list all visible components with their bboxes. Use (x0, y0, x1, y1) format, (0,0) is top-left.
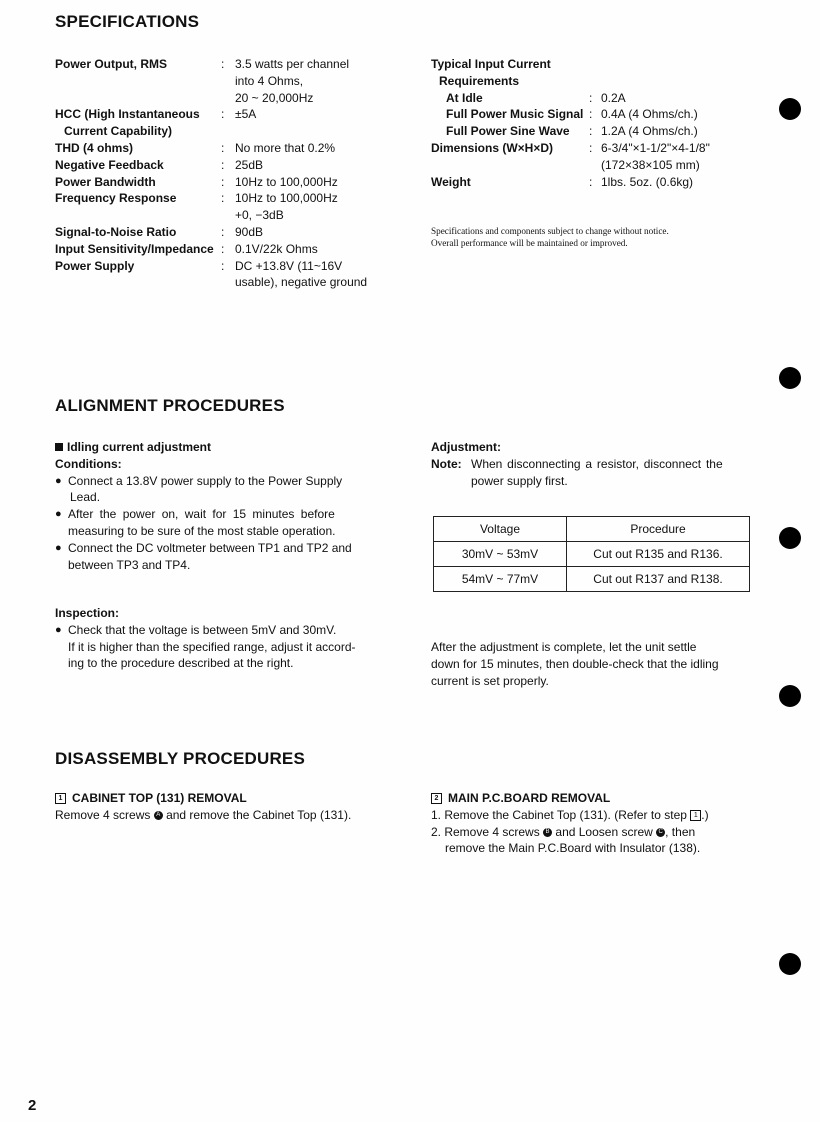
spec-value: DC +13.8V (11~16V (235, 258, 343, 273)
spec-value: ±5A (235, 107, 257, 122)
condition-line: ● After the power on, wait for 15 minutes before (68, 507, 335, 522)
table-cell: Cut out R137 and R138. (567, 567, 750, 592)
spec-value: 10Hz to 100,000Hz (235, 191, 338, 206)
spec-label: Dimensions (W×H×D) (431, 140, 554, 155)
step2-text: 2. Remove 4 screws (431, 824, 540, 839)
disassembly-title: DISASSEMBLY PROCEDURES (55, 749, 306, 768)
table-cell: 30mV ~ 53mV (434, 542, 567, 567)
spec-label: THD (4 ohms) (55, 140, 133, 155)
step2-title: MAIN P.C.BOARD REMOVAL (448, 791, 611, 805)
spec-value: 10Hz to 100,000Hz (235, 174, 338, 189)
note-label: Note: (431, 456, 462, 471)
specifications-title: SPECIFICATIONS (55, 12, 200, 31)
spec-label: Negative Feedback (55, 157, 164, 172)
table-header-row (434, 517, 750, 542)
spec-left-column: Power Output, RMS : 3.5 watts per channel into 4 Ohms, 20 ~ 20,000Hz HCC (High Instantaneous : ±5A Current Capability) THD (4 ohms) : No more that 0.2% Negative Feedback : 25dB Power Bandwidth : 10Hz to 100,000Hz Frequency Response : 10Hz to 100,000Hz +0, −3dB Signal-to-Noise Ratio : 90dB Input Sensitivity/Impedance : 0.1V/22k Ohms Power Supply : DC +13.8V (11~16V usable), negative ground (55, 57, 368, 290)
table-row (434, 567, 750, 592)
step-ref-box: 1 (690, 810, 701, 821)
punch-hole (779, 685, 801, 707)
spec-value: into 4 Ohms, (235, 73, 304, 88)
spec-label: Typical Input Current (431, 57, 551, 71)
punch-hole (779, 98, 801, 120)
step2-text: remove the Main P.C.Board with Insulator (138). (445, 841, 701, 856)
step2-text: , then (665, 824, 696, 839)
step1-title: CABINET TOP (131) REMOVAL (72, 791, 247, 805)
spec-label: Full Power Music Signal (446, 107, 584, 122)
punch-hole (779, 953, 801, 975)
screw-c-icon: C (656, 828, 665, 837)
note-line: power supply first. (471, 473, 568, 488)
inspection-item (55, 622, 377, 672)
condition-item (55, 540, 377, 574)
step-number-box: 2 (431, 793, 442, 804)
spec-label: HCC (High Instantaneous (55, 107, 200, 122)
spec-value: No more that 0.2% (235, 140, 336, 155)
step1-text: and remove the Cabinet Top (131). (166, 807, 352, 822)
step-number-box: 1 (55, 793, 66, 804)
note-line: When disconnecting a resistor, disconnect the (471, 456, 723, 471)
square-bullet-icon (55, 443, 63, 451)
step1-section (55, 790, 385, 824)
spec-value: 25dB (235, 157, 264, 172)
inspection-line: ● Check that the voltage is between 5mV and 30mV. (68, 622, 337, 637)
spec-label: Signal-to-Noise Ratio (55, 224, 177, 239)
spec-value: 6-3/4"×1-1/2"×4-1/8" (601, 140, 710, 155)
alignment-title: ALIGNMENT PROCEDURES (55, 396, 285, 415)
condition-item (55, 506, 377, 540)
spec-label: Weight (431, 174, 471, 189)
spec-value: +0, −3dB (235, 208, 284, 223)
spec-value: 3.5 watts per channel (235, 57, 350, 71)
screw-b-icon: B (543, 828, 552, 837)
table-row (434, 542, 750, 567)
after-adjustment-text (431, 639, 751, 689)
spec-label: Requirements (439, 73, 520, 88)
conditions-label: Conditions: (55, 456, 122, 471)
punch-hole (779, 367, 801, 389)
spec-notice (431, 225, 761, 249)
step1-text: Remove 4 screws (55, 807, 151, 822)
spec-label: Power Bandwidth (55, 174, 156, 189)
step2-text: and Loosen screw (555, 824, 653, 839)
step2-section (431, 790, 761, 857)
idle-heading: Idling current adjustment (67, 440, 212, 454)
spec-value: 0.2A (601, 90, 626, 105)
step2-text: 1. Remove the Cabinet Top (131). (Refer to step (431, 807, 687, 822)
table-cell: Cut out R135 and R136. (567, 542, 750, 567)
spec-right-column: Typical Input Current Requirements At Idle : 0.2A Full Power Music Signal : 0.4A (4 Ohms/ch.) Full Power Sine Wave : 1.2A (4 Ohms/ch.) Dimensions (W×H×D) : 6-3/4"×1-1/2"×4-1/8" (172×38×105 mm) Weight : 1lbs. 5oz. (0.6kg) (431, 56, 771, 190)
spec-label: Power Output, RMS (55, 57, 167, 71)
adjustment-label: Adjustment: (431, 440, 501, 454)
table-header: Procedure (567, 517, 750, 542)
condition-line: between TP3 and TP4. (68, 557, 191, 572)
spec-value: (172×38×105 mm) (601, 157, 700, 172)
spec-notice-line: Overall performance will be maintained or improved. (431, 238, 628, 248)
condition-line: ● Connect a 13.8V power supply to the Power Supply (68, 473, 343, 488)
spec-label: Full Power Sine Wave (446, 124, 570, 139)
after-line: down for 15 minutes, then double-check that the idling (431, 656, 719, 671)
after-line: After the adjustment is complete, let the unit settle (431, 640, 697, 654)
spec-value: 0.4A (4 Ohms/ch.) (601, 107, 698, 122)
table-cell: 54mV ~ 77mV (434, 567, 567, 592)
inspection-section (55, 605, 377, 672)
spec-label: Frequency Response (55, 191, 177, 206)
spec-label: Power Supply (55, 258, 135, 273)
spec-value: usable), negative ground (235, 275, 368, 290)
spec-value: 1lbs. 5oz. (0.6kg) (601, 174, 694, 189)
condition-line: measuring to be sure of the most stable operation. (68, 523, 336, 538)
step2-text: .) (701, 807, 709, 822)
inspection-line: ing to the procedure described at the right. (68, 656, 294, 671)
inspection-line: If it is higher than the specified range, adjust it accord- (68, 639, 356, 654)
spec-label: Current Capability) (64, 124, 173, 139)
condition-line: Lead. (70, 490, 101, 505)
spec-value: 20 ~ 20,000Hz (235, 90, 314, 105)
inspection-label: Inspection: (55, 606, 120, 620)
page-number: 2 (28, 1097, 37, 1114)
adjustment-section (431, 439, 751, 489)
table-header: Voltage (434, 517, 567, 542)
punch-hole (779, 527, 801, 549)
spec-label: At Idle (446, 90, 483, 105)
alignment-left-column (55, 439, 377, 573)
procedure-table (433, 516, 750, 592)
condition-line: ● Connect the DC voltmeter between TP1 and TP2 and (68, 540, 352, 555)
after-line: current is set properly. (431, 673, 549, 688)
spec-value: 90dB (235, 224, 264, 239)
spec-notice-line: Specifications and components subject to change without notice. (431, 226, 669, 236)
spec-value: 1.2A (4 Ohms/ch.) (601, 124, 698, 139)
condition-item (55, 473, 377, 507)
spec-value: 0.1V/22k Ohms (235, 241, 318, 256)
spec-label: Input Sensitivity/Impedance (55, 241, 214, 256)
screw-a-icon: A (154, 811, 163, 820)
